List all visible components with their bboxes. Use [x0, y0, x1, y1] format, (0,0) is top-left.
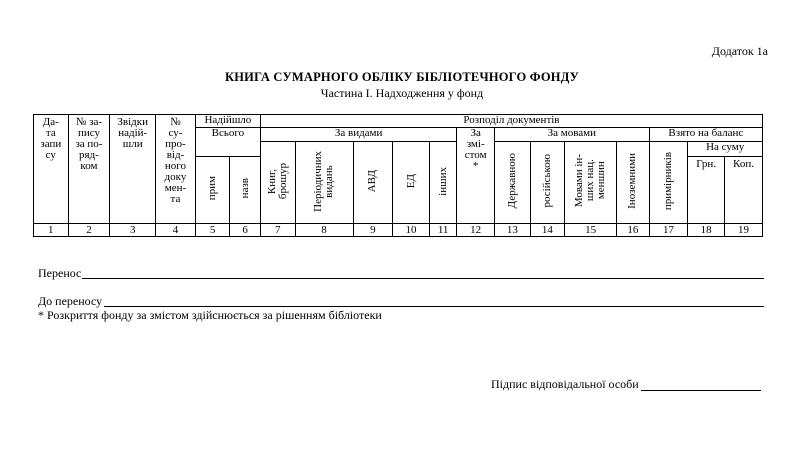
header-copies: прим	[206, 176, 219, 201]
carried-label: Перенос	[38, 266, 82, 280]
column-number: 9	[353, 224, 393, 237]
column-number: 14	[530, 224, 565, 237]
brought-label: До переносу	[38, 294, 103, 308]
column-number: 4	[156, 224, 196, 237]
header-minority-languages: Мовами ін- ших нац. меншин	[573, 154, 608, 208]
column-number: 1	[34, 224, 69, 237]
document-title: КНИГА СУМАРНОГО ОБЛІКУ БІБЛІОТЕЧНОГО ФОНДУ	[224, 70, 580, 84]
header-others: інших	[436, 166, 449, 196]
header-source: Звідки надій- шли	[110, 115, 156, 224]
carried-line	[82, 278, 764, 279]
header-state-language: Державною	[505, 153, 518, 209]
header-entry-date: Да- та запи су	[34, 115, 69, 224]
column-number: 17	[649, 224, 688, 237]
header-entry-number: № за- пису за по- ряд- ком	[68, 115, 110, 224]
header-amount: На суму	[688, 142, 763, 157]
header-kop: Коп.	[725, 157, 763, 224]
column-number: 19	[725, 224, 763, 237]
column-number: 11	[429, 224, 456, 237]
header-by-type: За видами	[260, 128, 456, 142]
header-received: Надійшло	[195, 115, 260, 128]
column-number: 13	[495, 224, 531, 237]
column-number: 5	[195, 224, 230, 237]
column-number: 18	[688, 224, 725, 237]
brought-line	[104, 306, 764, 307]
column-number: 6	[230, 224, 261, 237]
header-avd: АВД	[366, 169, 379, 193]
header-books: Книг, брошур	[265, 162, 289, 200]
column-number: 15	[565, 224, 617, 237]
signature-label: Підпис відповідальної особи	[491, 377, 639, 391]
header-by-content: За змі- стом *	[457, 128, 495, 224]
column-number: 7	[260, 224, 295, 237]
appendix-label: Додаток 1а	[711, 44, 768, 58]
header-uah: Грн.	[688, 157, 725, 224]
header-periodicals: Періодичних видань	[312, 150, 336, 212]
column-number: 16	[617, 224, 650, 237]
header-titles: назв	[238, 178, 251, 199]
column-number: 3	[110, 224, 156, 237]
header-distribution: Розподіл документів	[260, 115, 762, 128]
column-number: 10	[393, 224, 430, 237]
header-foreign: Іноземними	[626, 153, 639, 209]
document-subtitle: Частина І. Надходження у фонд	[320, 86, 484, 100]
header-balance: Взято на баланс	[649, 128, 762, 142]
content-footnote: * Розкриття фонду за змістом здійснюється за рішенням бібліотеки	[38, 308, 382, 322]
header-document-number: № су- про- від- ного доку мен- та	[156, 115, 196, 224]
header-russian: російською	[540, 154, 553, 208]
column-number: 2	[68, 224, 110, 237]
signature-line	[641, 390, 761, 391]
header-by-language: За мовами	[495, 128, 650, 142]
header-total: Всього	[195, 128, 260, 157]
column-number: 8	[295, 224, 353, 237]
column-number: 12	[457, 224, 495, 237]
ledger-table	[33, 114, 763, 237]
header-copies-count: примірників	[662, 151, 675, 211]
header-ed: ЕД	[404, 173, 417, 189]
